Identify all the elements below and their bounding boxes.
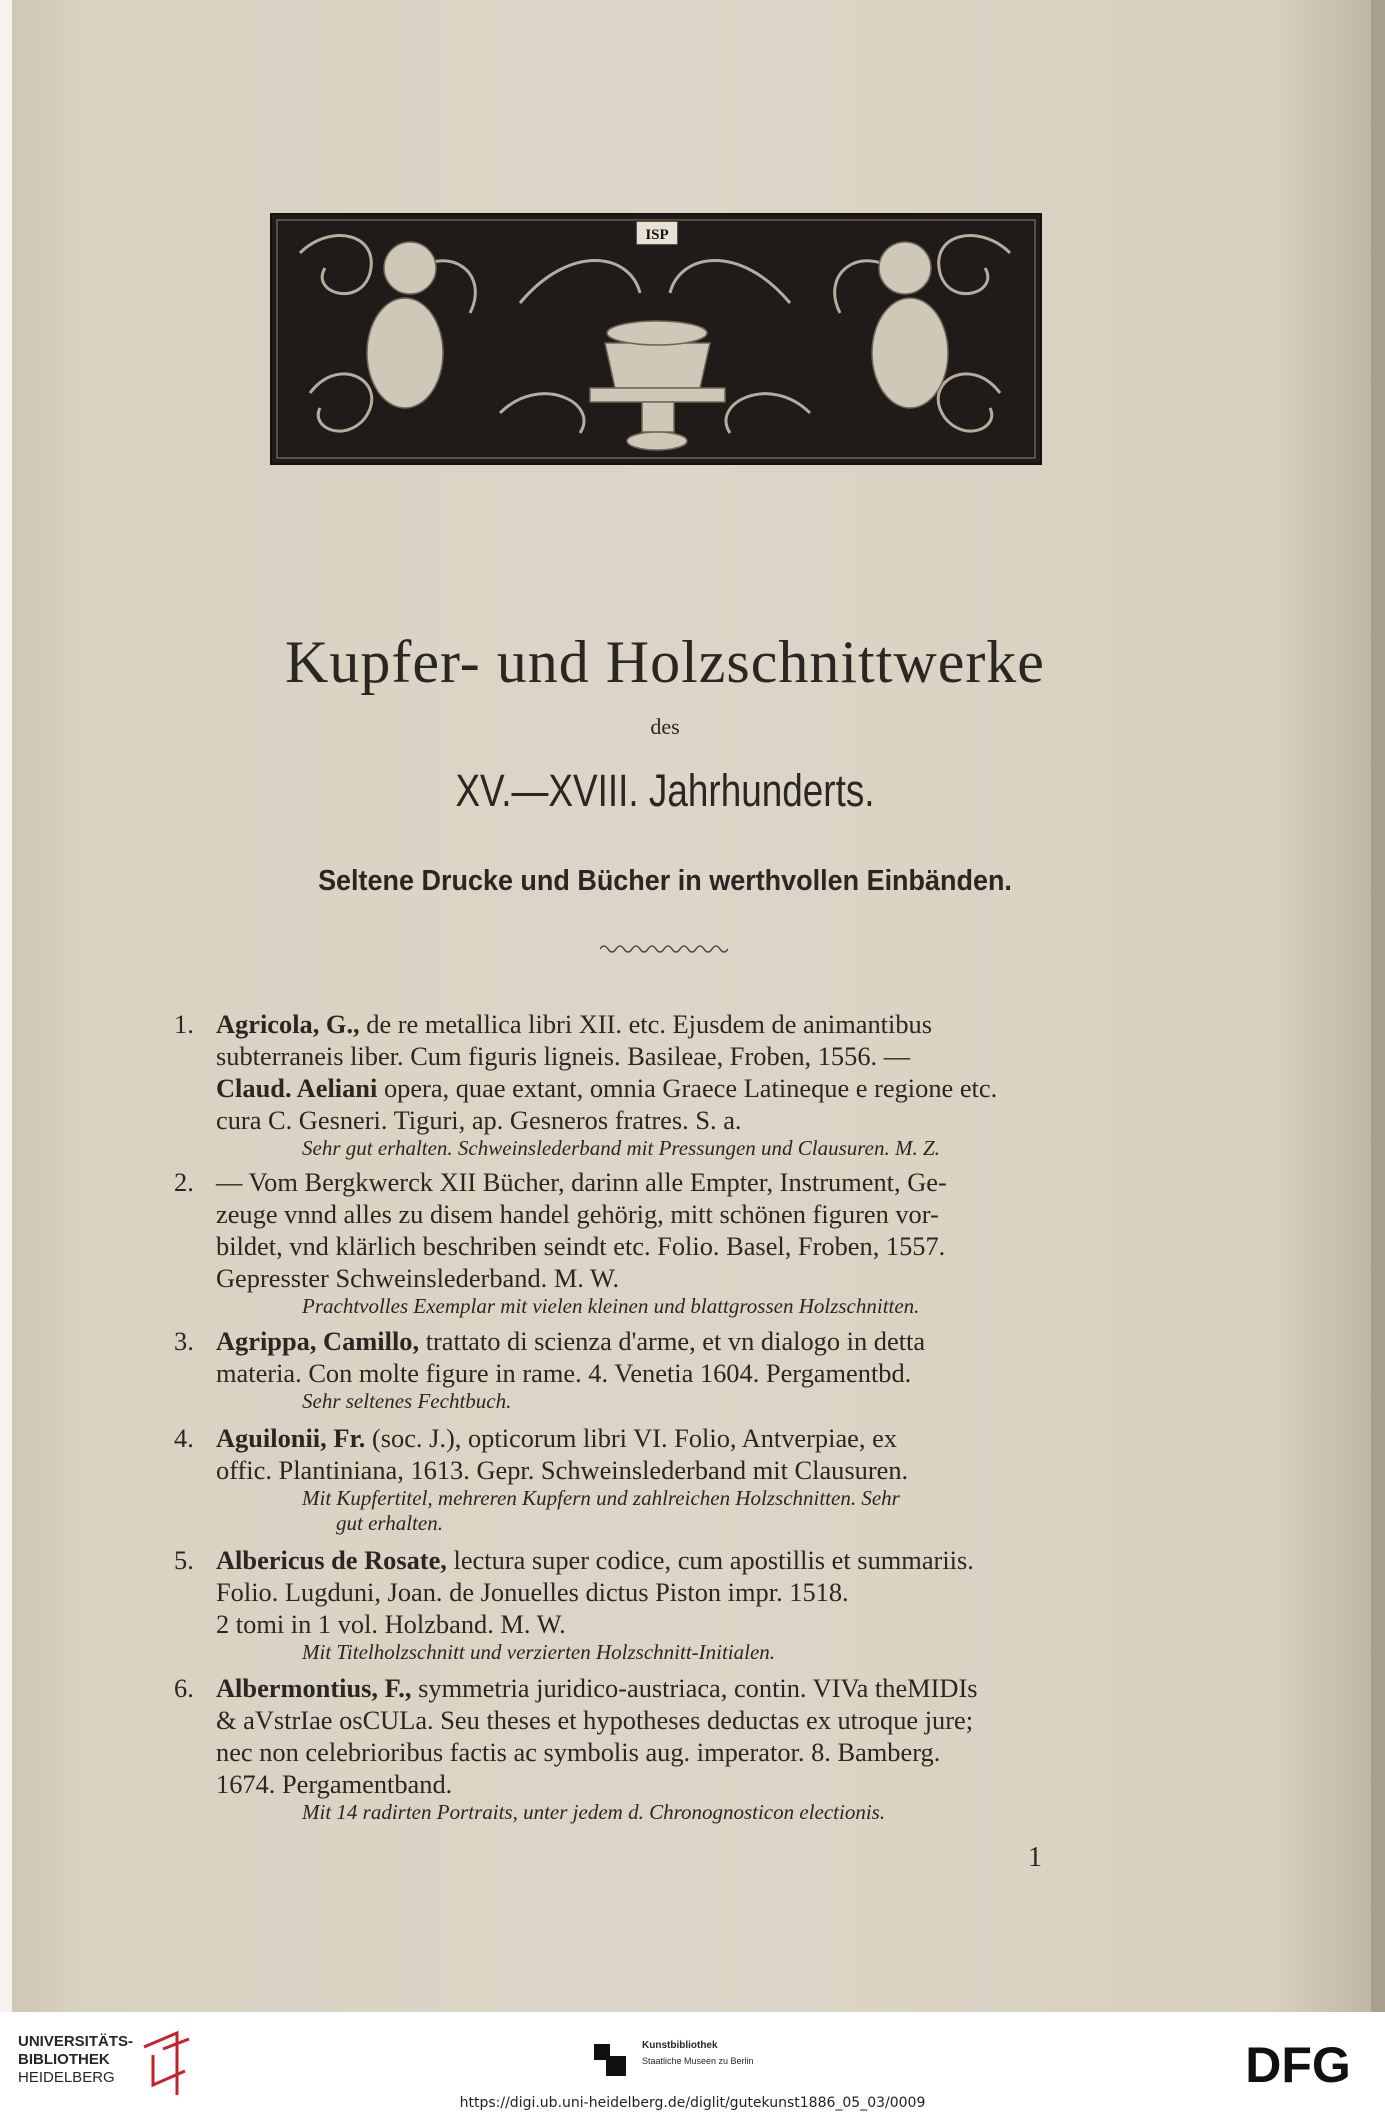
- entry-line: Aguilonii, Fr. (soc. J.), opticorum libri VI. Folio, Antverpiae, ex: [216, 1423, 897, 1453]
- kunstbibliothek-logo-text: Kunstbibliothek: [642, 2040, 718, 2051]
- entry-number: 5.: [174, 1545, 194, 1575]
- entry-line: subterraneis liber. Cum figuris ligneis. Basileae, Froben, 1556. —: [216, 1041, 911, 1071]
- entry-name: Claud. Aeliani: [216, 1073, 378, 1103]
- dfg-logo-text: DFG: [1245, 2040, 1351, 2088]
- catalogue-entry: [170, 1325, 1176, 1422]
- entry-line: nec non celebrioribus factis ac symbolis aug. imperator. 8. Bamberg.: [216, 1737, 941, 1767]
- catalogue-entry: [170, 1422, 1176, 1544]
- permalink-url[interactable]: https://digi.ub.uni-heidelberg.de/diglit/gutekunst1886_05_03/0009: [459, 2095, 926, 2111]
- entry-note: Mit Titelholzschnitt und verzierten Holzschnitt-Initialen.: [302, 1640, 776, 1664]
- entry-note: Mit 14 radirten Portraits, unter jedem d. Chronognosticon electionis.: [302, 1800, 886, 1824]
- entry-line: Folio. Lugduni, Joan. de Jonuelles dictus Piston impr. 1518.: [216, 1577, 849, 1607]
- wavy-divider: [600, 943, 728, 955]
- title-connector: des: [650, 714, 680, 739]
- entry-line: Agrippa, Camillo, trattato di scienza d'arme, et vn dialogo in detta: [216, 1326, 926, 1356]
- entry-line: Claud. Aeliani opera, quae extant, omnia Graece Latineque e regione etc.: [216, 1073, 998, 1103]
- entry-number: 4.: [174, 1423, 194, 1453]
- ub-heidelberg-logo-text: HEIDELBERG: [18, 2069, 115, 2086]
- main-title: Kupfer- und Holzschnittwerke: [285, 629, 1045, 695]
- entry-line: zeuge vnnd alles zu disem handel gehörig, mitt schönen figuren vor-: [216, 1199, 939, 1229]
- catalogue-entry: [170, 1544, 1176, 1672]
- entry-line: & aVstrIae osCULa. Seu theses et hypotheses deductas ex utroque jure;: [216, 1705, 974, 1735]
- page-number: 1: [1028, 1842, 1042, 1873]
- ub-heidelberg-logo-text: UNIVERSITÄTS-: [18, 2033, 134, 2050]
- entry-name: Albermontius, F.,: [216, 1673, 412, 1703]
- ub-heidelberg-logo-icon: [139, 2025, 194, 2100]
- entry-note: Mit Kupfertitel, mehreren Kupfern und zahlreichen Holzschnitten. Sehr: [302, 1486, 900, 1510]
- ornament-monogram: ISP: [645, 227, 669, 243]
- entry-note: Sehr gut erhalten. Schweinslederband mit Pressungen und Clausuren. M. Z.: [302, 1136, 940, 1160]
- entry-line: Agricola, G., de re metallica libri XII. etc. Ejusdem de animantibus: [216, 1009, 933, 1039]
- entry-line: Albermontius, F., symmetria juridico-austriaca, contin. VIVa theMIDIs: [216, 1673, 978, 1703]
- entry-note: gut erhalten.: [336, 1511, 443, 1535]
- entry-line: Gepresster Schweinslederband. M. W.: [216, 1263, 620, 1293]
- entry-line: 2 tomi in 1 vol. Holzband. M. W.: [216, 1609, 566, 1639]
- kunstbibliothek-logo-text: Staatliche Museen zu Berlin: [642, 2056, 754, 2066]
- entry-line: cura C. Gesneri. Tiguri, ap. Gesneros fratres. S. a.: [216, 1105, 742, 1135]
- entry-name: Agricola, G.,: [216, 1009, 360, 1039]
- entry-number: 1.: [174, 1009, 194, 1039]
- entry-name: Albericus de Rosate,: [216, 1545, 447, 1575]
- entry-note: Sehr seltenes Fechtbuch.: [302, 1389, 512, 1413]
- entry-line: — Vom Bergkwerck XII Bücher, darinn alle Empter, Instrument, Ge-: [216, 1167, 947, 1197]
- entry-number: 6.: [174, 1673, 194, 1703]
- entry-line: 1674. Pergamentband.: [216, 1769, 453, 1799]
- catalogue-entry: [170, 1166, 1176, 1325]
- viewer-footer: [0, 2012, 1385, 2113]
- tagline: Seltene Drucke und Bücher in werthvollen Einbänden.: [318, 865, 1012, 897]
- dfg-logo: [1233, 2040, 1363, 2088]
- entry-name: Aguilonii, Fr.: [216, 1423, 366, 1453]
- entry-line: Albericus de Rosate, lectura super codice, cum apostillis et summariis.: [216, 1545, 974, 1575]
- entry-note: Prachtvolles Exemplar mit vielen kleinen und blattgrossen Holzschnitten.: [302, 1294, 920, 1318]
- entry-line: bildet, vnd klärlich beschriben seindt etc. Folio. Basel, Froben, 1557.: [216, 1231, 946, 1261]
- catalogue-entries: [170, 1008, 1176, 1825]
- entry-number: 3.: [174, 1326, 194, 1356]
- kunstbibliothek-logo-icon: [590, 2038, 630, 2080]
- catalogue-entry: [170, 1008, 1176, 1166]
- entry-name: Agrippa, Camillo,: [216, 1326, 420, 1356]
- catalogue-entry: [170, 1672, 1176, 1825]
- entry-line: offic. Plantiniana, 1613. Gepr. Schweinslederband mit Clausuren.: [216, 1455, 909, 1485]
- subtitle: XV.—XVIII. Jahrhunderts.: [455, 765, 875, 816]
- ub-heidelberg-logo-text: BIBLIOTHEK: [18, 2051, 110, 2068]
- entry-line: materia. Con molte figure in rame. 4. Venetia 1604. Pergamentbd.: [216, 1358, 912, 1388]
- woodcut-ornament: [270, 213, 1042, 465]
- entry-number: 2.: [174, 1167, 194, 1197]
